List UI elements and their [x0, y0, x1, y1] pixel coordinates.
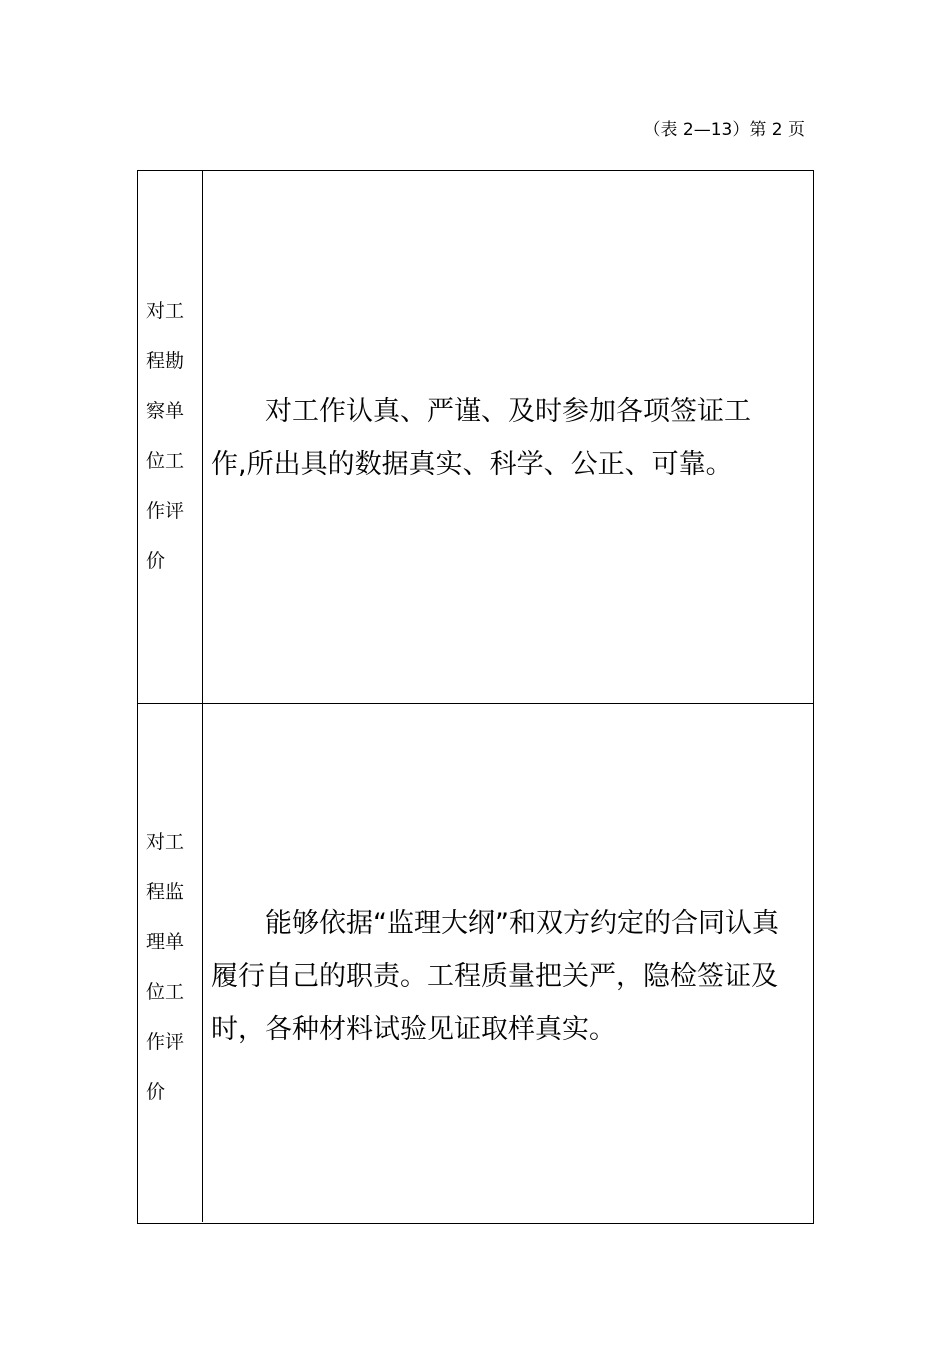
label-line: 位工: [146, 981, 185, 1003]
label-line: 程勘: [146, 350, 185, 372]
label-line: 程监: [146, 881, 185, 903]
label-line: 对工: [146, 300, 185, 322]
label-line: 察单: [146, 400, 185, 422]
supervision-unit-evaluation-row: [138, 704, 813, 1222]
supervision-unit-label: [146, 817, 196, 1117]
label-line: 价: [146, 550, 166, 572]
label-line: 作评: [146, 1031, 185, 1053]
survey-unit-evaluation-row: [138, 171, 813, 704]
label-line: 作评: [146, 500, 185, 522]
survey-unit-evaluation-text: 对工作认真、严谨、及时参加各项签证工作,所出具的数据真实、科学、公正、可靠。: [211, 396, 751, 480]
evaluation-table: [137, 170, 814, 1224]
survey-unit-label-cell: [138, 171, 203, 703]
label-line: 位工: [146, 450, 185, 472]
supervision-unit-content-cell: [203, 704, 813, 1222]
survey-unit-label: [146, 286, 196, 586]
page-reference: （表 2—13）第 2 页: [643, 120, 805, 140]
label-line: 对工: [146, 831, 185, 853]
supervision-unit-label-cell: [138, 704, 203, 1222]
label-line: 理单: [146, 931, 185, 953]
survey-unit-content-cell: [203, 171, 813, 703]
supervision-unit-evaluation-text: 能够依据“监理大纲”和双方约定的合同认真履行自己的职责。工程质量把关严，隐检签证及时，各种材料试验见证取样真实。: [211, 908, 779, 1045]
label-line: 价: [146, 1081, 166, 1103]
